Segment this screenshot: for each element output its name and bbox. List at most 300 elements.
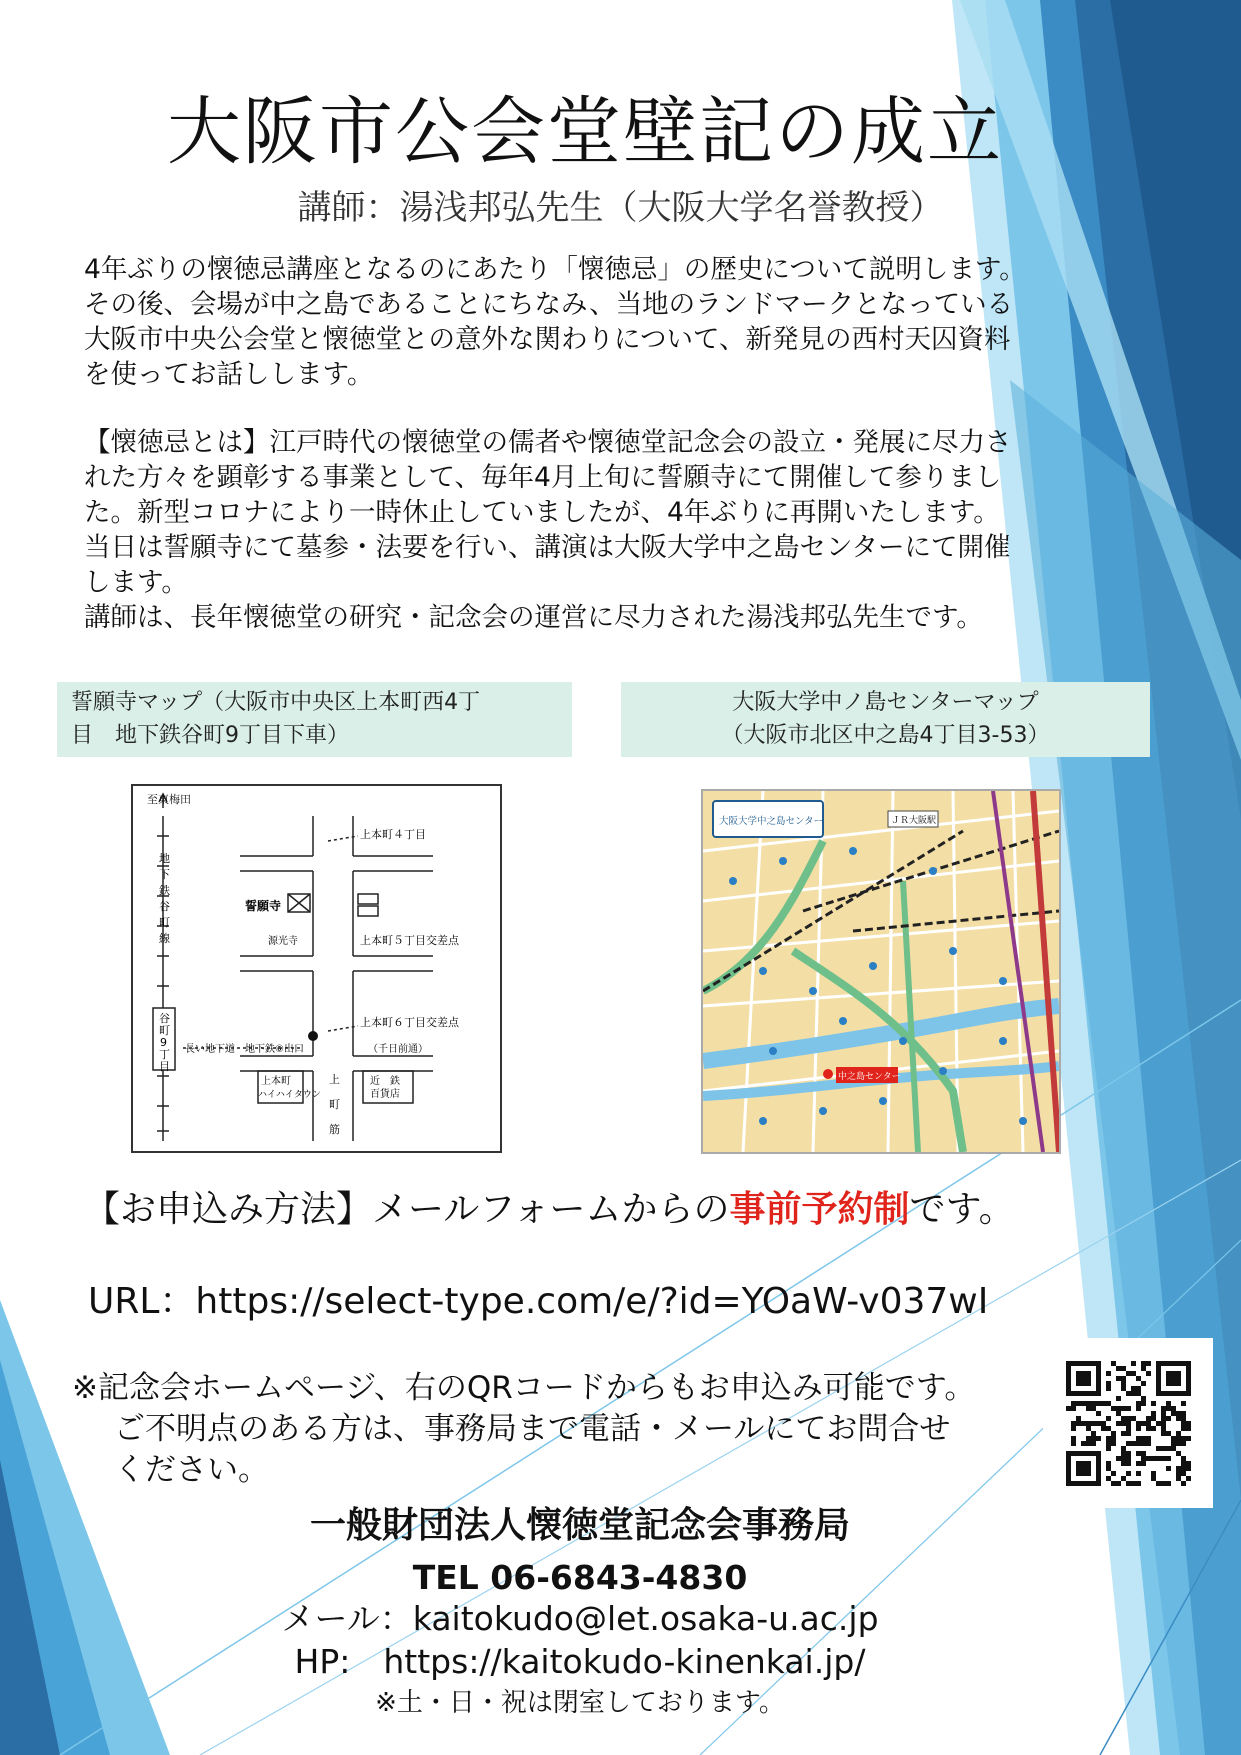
qr-module — [1086, 1376, 1091, 1381]
qr-module — [1086, 1471, 1091, 1476]
qr-module — [1071, 1481, 1076, 1486]
qr-module — [1076, 1471, 1081, 1476]
map-label: 谷 — [159, 1012, 170, 1025]
qr-module — [1076, 1376, 1081, 1381]
qr-module — [1136, 1481, 1141, 1486]
center-map-caption-line: 大阪大学中ノ島センターマップ — [732, 690, 1039, 715]
qr-module — [1121, 1476, 1126, 1481]
qr-module — [1131, 1371, 1136, 1376]
qr-module — [1066, 1366, 1071, 1371]
qr-module — [1166, 1416, 1171, 1421]
qr-module — [1181, 1436, 1186, 1441]
map-label: 町 — [159, 916, 170, 929]
intro-paragraph — [84, 252, 1144, 392]
qr-module — [1146, 1426, 1151, 1431]
qr-module — [1156, 1366, 1161, 1371]
qr-module — [1096, 1361, 1101, 1366]
qr-module — [1091, 1361, 1096, 1366]
qr-module — [1161, 1411, 1166, 1416]
registration-url[interactable]: URL：https://select-type.com/e/?id=YOaW-v037wI — [88, 1281, 989, 1322]
qr-module — [1126, 1416, 1131, 1421]
qr-module — [1181, 1411, 1186, 1416]
qr-module — [1136, 1386, 1141, 1391]
qr-module — [1131, 1441, 1136, 1446]
qr-module — [1141, 1461, 1146, 1466]
qr-module — [1126, 1456, 1131, 1461]
qr-module — [1161, 1416, 1166, 1421]
qr-module — [1086, 1361, 1091, 1366]
qr-module — [1116, 1376, 1121, 1381]
qr-module — [1086, 1421, 1091, 1426]
qr-module — [1096, 1391, 1101, 1396]
qr-module — [1116, 1406, 1121, 1411]
qr-module — [1086, 1436, 1091, 1441]
qr-module — [1171, 1381, 1176, 1386]
qr-module — [1176, 1381, 1181, 1386]
qr-module — [1161, 1431, 1166, 1436]
qr-module — [1161, 1406, 1166, 1411]
qr-module — [1086, 1381, 1091, 1386]
qr-module — [1121, 1431, 1126, 1436]
about-line: れた方々を顕彰する事業として、毎年4月上旬に誓願寺にて開催して参りまし — [84, 462, 1002, 493]
qr-module — [1136, 1426, 1141, 1431]
qr-module — [1106, 1371, 1111, 1376]
intro-line: 大阪市中央公会堂と懐徳堂との意外な関わりについて、新発見の西村天囚資料 — [84, 324, 1011, 355]
qr-module — [1111, 1431, 1116, 1436]
qr-module — [1096, 1461, 1101, 1466]
qr-module — [1186, 1421, 1191, 1426]
qr-module — [1091, 1431, 1096, 1436]
about-line: 講師は、長年懐徳堂の研究・記念会の運営に尽力された湯浅邦弘先生です。 — [84, 602, 983, 633]
qr-module — [1096, 1451, 1101, 1456]
qr-module — [1076, 1466, 1081, 1471]
qr-module — [1096, 1371, 1101, 1376]
qr-module — [1126, 1391, 1131, 1396]
qr-module — [1116, 1421, 1121, 1426]
qr-module — [1081, 1401, 1086, 1406]
map-label: 上 — [329, 1073, 340, 1086]
center-map — [701, 789, 1061, 1154]
organization-name: 一般財団法人懐徳堂記念会事務局 — [309, 1505, 850, 1546]
qr-module — [1116, 1411, 1121, 1416]
qr-module — [1066, 1451, 1071, 1456]
qr-module — [1166, 1376, 1171, 1381]
qr-module — [1151, 1416, 1156, 1421]
qr-module — [1176, 1416, 1181, 1421]
qr-module — [1101, 1421, 1106, 1426]
qr-module — [1121, 1386, 1126, 1391]
qr-module — [1136, 1461, 1141, 1466]
qr-module — [1156, 1371, 1161, 1376]
page-title: 大阪市公会堂壁記の成立 — [167, 89, 1003, 175]
qr-module — [1186, 1376, 1191, 1381]
qr-module — [1126, 1406, 1131, 1411]
qr-module — [1186, 1466, 1191, 1471]
map-label: 丁 — [159, 1048, 170, 1061]
qr-module — [1161, 1426, 1166, 1431]
map-label: 至東梅田 — [147, 793, 191, 806]
qr-module — [1166, 1431, 1171, 1436]
qr-module — [1096, 1386, 1101, 1391]
qr-module — [1066, 1456, 1071, 1461]
qr-module — [1116, 1366, 1121, 1371]
qr-module — [1081, 1461, 1086, 1466]
qr-module — [1171, 1411, 1176, 1416]
center-map-caption-line: （大阪市北区中之島4丁目3-53） — [721, 723, 1050, 748]
map-label: 谷 — [159, 900, 170, 913]
about-line: 【懐徳忌とは】江戸時代の懐徳堂の儒者や懐徳堂記念会の設立・発展に尽力さ — [84, 427, 1012, 458]
qr-module — [1176, 1471, 1181, 1476]
qr-module — [1131, 1361, 1136, 1366]
qr-module — [1066, 1386, 1071, 1391]
qr-module — [1086, 1406, 1091, 1411]
qr-module — [1151, 1471, 1156, 1476]
qr-module — [1126, 1481, 1131, 1486]
qr-module — [1186, 1391, 1191, 1396]
qr-module — [1186, 1361, 1191, 1366]
qr-module — [1166, 1401, 1171, 1406]
qr-module — [1086, 1441, 1091, 1446]
about-line: 当日は誓願寺にて墓参・法要を行い、講演は大阪大学中之島センターにて開催 — [84, 532, 1011, 563]
qr-module — [1176, 1361, 1181, 1366]
qr-module — [1126, 1431, 1131, 1436]
map-label: 誓願寺 — [245, 899, 282, 913]
qr-module — [1096, 1411, 1101, 1416]
qr-module — [1171, 1391, 1176, 1396]
qr-module — [1091, 1401, 1096, 1406]
qr-module — [1106, 1381, 1111, 1386]
qr-module — [1086, 1371, 1091, 1376]
qr-module — [1136, 1376, 1141, 1381]
qr-module — [1091, 1391, 1096, 1396]
qr-module — [1126, 1421, 1131, 1426]
qr-module — [1076, 1481, 1081, 1486]
qr-module — [1166, 1466, 1171, 1471]
qr-module — [1156, 1361, 1161, 1366]
qr-module — [1156, 1381, 1161, 1386]
qr-module — [1081, 1441, 1086, 1446]
qr-module — [1076, 1361, 1081, 1366]
map-label: 線 — [159, 932, 170, 945]
qr-module — [1081, 1381, 1086, 1386]
qr-module — [1071, 1401, 1076, 1406]
qr-module — [1081, 1391, 1086, 1396]
qr-module — [1111, 1471, 1116, 1476]
qr-module — [1141, 1381, 1146, 1386]
intro-line: 4年ぶりの懐徳忌講座となるのにあたり「懐徳忌」の歴史について説明します。 — [84, 254, 1026, 285]
qr-module — [1146, 1421, 1151, 1426]
qr-module — [1066, 1371, 1071, 1376]
qr-module — [1181, 1421, 1186, 1426]
map-label: 上本町 — [261, 1076, 291, 1087]
apply-prefix: 【お申込み方法】メールフォームからの — [84, 1189, 730, 1230]
qr-module — [1071, 1391, 1076, 1396]
qr-module — [1156, 1391, 1161, 1396]
qr-module — [1071, 1406, 1076, 1411]
qr-module — [1176, 1436, 1181, 1441]
qr-module — [1181, 1391, 1186, 1396]
qr-module — [1086, 1461, 1091, 1466]
qr-module — [1166, 1371, 1171, 1376]
qr-module — [1096, 1436, 1101, 1441]
qr-module — [1126, 1451, 1131, 1456]
qr-module — [1141, 1451, 1146, 1456]
qr-module — [1166, 1406, 1171, 1411]
qr-module — [1136, 1441, 1141, 1446]
qr-module — [1131, 1386, 1136, 1391]
qr-module — [1186, 1366, 1191, 1371]
intro-line: その後、会場が中之島であることにちなみ、当地のランドマークとなっている — [84, 289, 1014, 320]
qr-module — [1146, 1436, 1151, 1441]
qr-module — [1136, 1406, 1141, 1411]
qr-module — [1166, 1361, 1171, 1366]
qr-module — [1176, 1411, 1181, 1416]
qr-code[interactable] — [1043, 1338, 1213, 1508]
qr-module — [1121, 1421, 1126, 1426]
qr-module — [1066, 1406, 1071, 1411]
map-label: 上本町６丁目交差点 — [360, 1016, 459, 1029]
apply-highlight: 事前予約制 — [729, 1189, 910, 1230]
qr-module — [1176, 1451, 1181, 1456]
qr-module — [1126, 1371, 1131, 1376]
qr-module — [1121, 1446, 1126, 1451]
qr-module — [1141, 1366, 1146, 1371]
note-line: ご不明点のある方は、事務局まで電話・メールにてお問合せ — [114, 1411, 951, 1447]
qr-module — [1091, 1451, 1096, 1456]
note-line: ※記念会ホームページ、右のQRコードからもお申込み可能です。 — [72, 1370, 976, 1406]
map-label: ハイハイタウン — [258, 1090, 321, 1100]
qr-module — [1106, 1476, 1111, 1481]
map-label: 百貨店 — [370, 1089, 400, 1100]
qr-module — [1066, 1461, 1071, 1466]
qr-module — [1086, 1466, 1091, 1471]
qr-module — [1111, 1441, 1116, 1446]
qr-module — [1126, 1441, 1131, 1446]
qr-module — [1146, 1456, 1151, 1461]
qr-module — [1086, 1426, 1091, 1431]
qr-module — [1066, 1376, 1071, 1381]
qr-module — [1171, 1361, 1176, 1366]
qr-module — [1181, 1461, 1186, 1466]
qr-module — [1071, 1441, 1076, 1446]
qr-module — [1126, 1426, 1131, 1431]
about-paragraph — [84, 425, 1144, 635]
qr-module — [1181, 1441, 1186, 1446]
qr-module — [1146, 1416, 1151, 1421]
qr-module — [1066, 1381, 1071, 1386]
map-label: 中之島センター — [838, 1072, 901, 1082]
qr-module — [1121, 1461, 1126, 1466]
map-label: 上本町４丁目 — [360, 828, 426, 841]
temple-map-caption-line: 目 地下鉄谷町9丁目下車） — [71, 723, 349, 748]
qr-module — [1151, 1401, 1156, 1406]
qr-module — [1131, 1391, 1136, 1396]
qr-module — [1156, 1421, 1161, 1426]
qr-module — [1096, 1376, 1101, 1381]
qr-module — [1176, 1431, 1181, 1436]
map-label: 長い地下道 — [185, 1044, 235, 1055]
temple-map-caption — [57, 682, 572, 757]
qr-module — [1176, 1476, 1181, 1481]
qr-module — [1141, 1396, 1146, 1401]
qr-module — [1141, 1361, 1146, 1366]
qr-module — [1106, 1461, 1111, 1466]
telephone: TEL 06-6843-4830 — [412, 1558, 748, 1597]
qr-module — [1136, 1421, 1141, 1426]
qr-module — [1151, 1456, 1156, 1461]
qr-module — [1156, 1376, 1161, 1381]
qr-module — [1086, 1401, 1091, 1406]
map-label: 鉄 — [159, 884, 170, 897]
homepage-link[interactable]: HP: https://kaitokudo-kinenkai.jp/ — [294, 1642, 866, 1681]
qr-module — [1111, 1361, 1116, 1366]
qr-module — [1106, 1436, 1111, 1441]
map-label: 源光寺 — [268, 936, 298, 947]
qr-module — [1096, 1421, 1101, 1426]
apply-suffix: です。 — [909, 1189, 1015, 1230]
qr-module — [1116, 1481, 1121, 1486]
qr-module — [1166, 1456, 1171, 1461]
email-address[interactable]: メール：kaitokudo@let.osaka-u.ac.jp — [281, 1599, 879, 1638]
qr-module — [1141, 1441, 1146, 1446]
qr-module — [1076, 1416, 1081, 1421]
qr-module — [1121, 1406, 1126, 1411]
qr-module — [1181, 1416, 1186, 1421]
qr-module — [1181, 1426, 1186, 1431]
about-line: た。新型コロナにより一時休止していましたが、4年ぶりに再開いたします。 — [84, 497, 1000, 528]
qr-module — [1146, 1361, 1151, 1366]
qr-module — [1091, 1481, 1096, 1486]
qr-module — [1066, 1361, 1071, 1366]
qr-module — [1141, 1436, 1146, 1441]
qr-module — [1176, 1441, 1181, 1446]
qr-module — [1186, 1386, 1191, 1391]
qr-module — [1171, 1436, 1176, 1441]
qr-module — [1146, 1441, 1151, 1446]
map-label: 地 — [159, 852, 170, 865]
qr-module — [1081, 1421, 1086, 1426]
qr-module — [1136, 1391, 1141, 1396]
qr-module — [1171, 1376, 1176, 1381]
qr-module — [1096, 1381, 1101, 1386]
qr-module — [1161, 1391, 1166, 1396]
map-label: 大阪大学中之島センター — [719, 816, 824, 827]
temple-map-caption-line: 誓願寺マップ（大阪市中央区上本町西4丁 — [71, 690, 481, 715]
qr-module — [1131, 1416, 1136, 1421]
qr-module — [1091, 1406, 1096, 1411]
qr-module — [1171, 1446, 1176, 1451]
qr-module — [1166, 1381, 1171, 1386]
qr-module — [1151, 1411, 1156, 1416]
qr-module — [1086, 1391, 1091, 1396]
qr-module — [1141, 1456, 1146, 1461]
qr-module — [1171, 1406, 1176, 1411]
qr-module — [1171, 1371, 1176, 1376]
qr-module — [1111, 1436, 1116, 1441]
qr-module — [1186, 1436, 1191, 1441]
map-label: 上本町５丁目交差点 — [360, 934, 459, 947]
qr-module — [1161, 1456, 1166, 1461]
qr-module — [1071, 1426, 1076, 1431]
lecturer-line: 講師：湯浅邦弘先生（大阪大学名誉教授） — [297, 188, 944, 228]
qr-module — [1136, 1401, 1141, 1406]
map-label: 町 — [329, 1098, 340, 1111]
qr-module — [1076, 1461, 1081, 1466]
qr-module — [1081, 1361, 1086, 1366]
qr-module — [1096, 1401, 1101, 1406]
qr-module — [1076, 1451, 1081, 1456]
temple-map — [131, 784, 502, 1153]
qr-module — [1081, 1451, 1086, 1456]
qr-module — [1106, 1441, 1111, 1446]
map-label: 下 — [159, 868, 170, 881]
qr-module — [1086, 1481, 1091, 1486]
qr-module — [1091, 1441, 1096, 1446]
qr-module — [1066, 1471, 1071, 1476]
qr-module — [1156, 1386, 1161, 1391]
qr-module — [1066, 1391, 1071, 1396]
qr-module — [1166, 1481, 1171, 1486]
qr-module — [1106, 1446, 1111, 1451]
qr-module — [1121, 1451, 1126, 1456]
qr-module — [1121, 1376, 1126, 1381]
qr-module — [1081, 1481, 1086, 1486]
qr-module — [1186, 1426, 1191, 1431]
about-line: します。 — [84, 567, 188, 598]
map-label: 町 — [159, 1024, 170, 1037]
qr-module — [1176, 1376, 1181, 1381]
qr-module — [1136, 1451, 1141, 1456]
qr-module — [1181, 1401, 1186, 1406]
qr-module — [1151, 1426, 1156, 1431]
qr-module — [1126, 1461, 1131, 1466]
map-label: 9 — [160, 1036, 167, 1049]
qr-module — [1106, 1401, 1111, 1406]
qr-module — [1081, 1376, 1086, 1381]
qr-module — [1076, 1391, 1081, 1396]
intro-line: を使ってお話しします。 — [84, 359, 374, 390]
qr-module — [1186, 1476, 1191, 1481]
qr-module — [1096, 1366, 1101, 1371]
qr-module — [1181, 1471, 1186, 1476]
qr-module — [1161, 1361, 1166, 1366]
center-map-caption — [621, 682, 1150, 757]
qr-module — [1071, 1361, 1076, 1366]
qr-module — [1126, 1471, 1131, 1476]
qr-module — [1121, 1381, 1126, 1386]
qr-module — [1166, 1446, 1171, 1451]
qr-module — [1161, 1446, 1166, 1451]
qr-module — [1071, 1436, 1076, 1441]
qr-module — [1076, 1421, 1081, 1426]
qr-module — [1091, 1421, 1096, 1426]
qr-module — [1186, 1461, 1191, 1466]
qr-module — [1161, 1421, 1166, 1426]
qr-module — [1121, 1416, 1126, 1421]
map-label: 近 鉄 — [370, 1076, 400, 1087]
qr-module — [1136, 1436, 1141, 1441]
qr-module — [1096, 1456, 1101, 1461]
qr-module — [1096, 1481, 1101, 1486]
qr-module — [1086, 1451, 1091, 1456]
qr-module — [1091, 1436, 1096, 1441]
qr-module — [1176, 1371, 1181, 1376]
qr-module — [1141, 1421, 1146, 1426]
qr-module — [1071, 1451, 1076, 1456]
qr-module — [1116, 1456, 1121, 1461]
qr-module — [1106, 1426, 1111, 1431]
note-block — [72, 1368, 1052, 1491]
